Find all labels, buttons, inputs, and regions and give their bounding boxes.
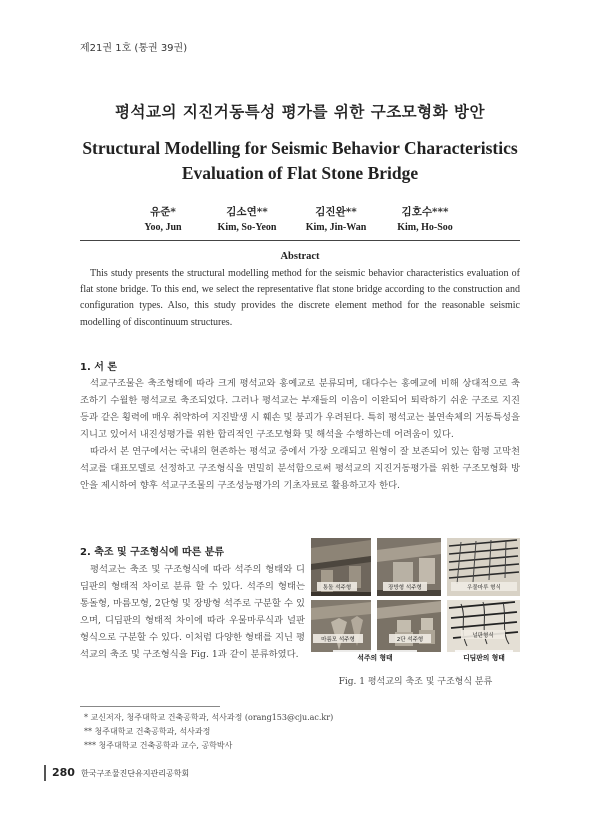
journal-name: 한국구조물진단유지관리공학회 xyxy=(81,769,190,778)
label-idan: 2단 석주형 xyxy=(396,637,424,643)
panel-umul-deck xyxy=(447,538,520,596)
author-4 xyxy=(365,205,485,235)
panel-mareummo-column xyxy=(311,600,371,652)
label-tongdol: 통돌 석주형 xyxy=(322,585,352,591)
english-title-line1: Structural Modelling for Seismic Behavior Characteristics xyxy=(82,138,518,158)
label-column-type: 석주의 형태 xyxy=(357,654,393,662)
section-1-paragraph-1: 석교구조물은 축조형태에 따라 크게 평석교와 홍예교로 분류되며, 대다수는 홍예교에 비해 상대적으로 축조하기 수월한 평석교로 축조되었다. 그러나 평석교는 부재들의 이음이 이완되어 퇴락하기 쉬운 구조로 지진 등과 같은 횡력에 매우 취약하여 지진발생 시 훼손 및 붕괴가 우려된다. 특히 평석교는 불연속체의 거동특성을 지니고 있어서 내진성평가를 위한 합리적인 구조모형화 및 해석을 수행하는데 어려움이 있다. xyxy=(80,378,520,440)
divider xyxy=(80,240,520,241)
english-title-line2: Evaluation of Flat Stone Bridge xyxy=(181,163,419,183)
label-jangbang: 장방형 석주형 xyxy=(388,585,422,591)
label-neolpan: 널판형식 xyxy=(472,633,494,639)
panel-tongdol-column xyxy=(311,538,371,596)
panel-neolpan-deck xyxy=(447,600,520,652)
abstract-heading: Abstract xyxy=(280,251,320,262)
author-name-en: Yoo, Jun xyxy=(144,222,182,233)
section-1-heading: 1. 서 론 xyxy=(80,362,118,373)
panel-jangbang-column xyxy=(377,538,441,596)
label-umul: 우물마루 형식 xyxy=(467,585,501,591)
author-name-en: Kim, Jin-Wan xyxy=(305,222,367,233)
issue-info: 제21권 1호 (통권 39권) xyxy=(80,43,188,54)
page-marker-bar xyxy=(44,765,46,781)
abstract-body: This study presents the structural modelling method for the seismic behavior characteristics evaluation of flat stone bridge. To this end, we select the representative flat stone bridge according to the construction and configuration types. Also, this study provides the discrete element method for the reasonable seismic modelling of discontinuum structures. xyxy=(80,268,520,328)
footnote-2: ** 청주대학교 건축공학과, 석사과정 xyxy=(84,727,211,736)
english-title xyxy=(0,136,600,186)
section-1-paragraph-2: 따라서 본 연구에서는 국내의 현존하는 평석교 중에서 가장 오래되고 원형이 잘 보존되어 있는 함평 고막천석교를 대표모델로 선정하고 구조형식을 면밀히 분석함으로써 평석교의 지진거동평가를 위한 구조모형화 방안을 제시하여 향후 석교구조물의 구조성능평가의 기초자료로 활용하고자 한다. xyxy=(80,446,520,491)
footnote-1: * 교신저자, 청주대학교 건축공학과, 석사과정 (orang153@cju.ac.kr) xyxy=(84,713,334,722)
korean-title: 평석교의 지진거동특성 평가를 위한 구조모형화 방안 xyxy=(115,103,485,121)
footnote-divider xyxy=(80,706,220,707)
panel-2dan-column xyxy=(377,600,441,652)
author-name-en: Kim, So-Yeon xyxy=(217,222,277,233)
author-name-en: Kim, Ho-Soo xyxy=(397,222,453,233)
author-name-ko: 김호수*** xyxy=(401,206,449,218)
label-mareummo: 마름모 석주형 xyxy=(321,637,355,643)
fig-1-image xyxy=(311,538,520,665)
author-name-ko: 김소연** xyxy=(226,206,268,218)
section-2-paragraph-1: 평석교는 축조 및 구조형식에 따라 석주의 형태와 디딤판의 형태적 차이로 분류 할 수 있다. 석주의 형태는 통돌형, 마름모형, 2단형 및 장방형 석주로 구분할 수 있으며, 디딤판의 형태적 차이에 따라 우물마루식과 널판형식으로 구분할 수 있다. 이처럼 다양한 형태를 지닌 평석교의 축조 및 구조형식을 Fig. 1과 같이 분류하였다. xyxy=(80,564,305,660)
page-number: 280 xyxy=(52,766,75,779)
footnote-3: *** 청주대학교 건축공학과 교수, 공학박사 xyxy=(84,741,233,750)
label-deck-type: 디딤판의 형태 xyxy=(463,654,505,662)
section-2-heading: 2. 축조 및 구조형식에 따른 분류 xyxy=(80,547,225,558)
figure-caption: Fig. 1 평석교의 축조 및 구조형식 분류 xyxy=(338,677,493,687)
author-name-ko: 유준* xyxy=(150,206,176,218)
author-name-ko: 김진완** xyxy=(315,206,357,218)
